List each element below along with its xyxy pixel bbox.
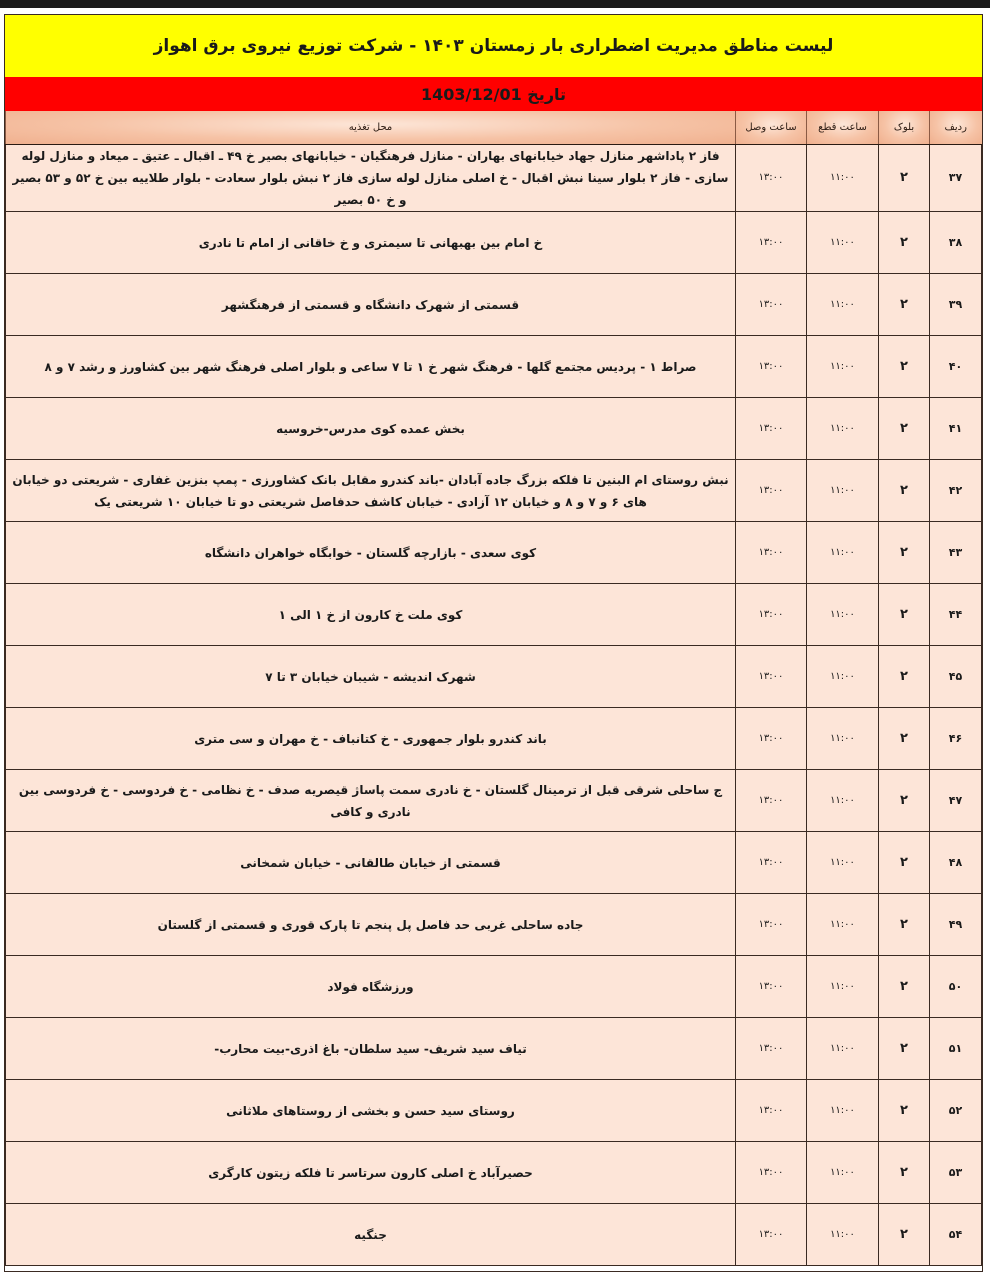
block-cell: ۲ bbox=[879, 274, 930, 336]
location-cell: جنگیه bbox=[6, 1204, 736, 1266]
on-time-cell: ۱۳:۰۰ bbox=[736, 398, 807, 460]
location-cell: کوی ملت خ کارون از خ ۱ الی ۱ bbox=[6, 584, 736, 646]
location-cell: کوی سعدی - بازارچه گلستان - خوابگاه خواهران دانشگاه bbox=[6, 522, 736, 584]
off-time-cell: ۱۱:۰۰ bbox=[807, 522, 879, 584]
header-row-number: ردیف bbox=[930, 111, 982, 145]
location-cell: نبش روستای ام البنین تا فلکه بزرگ جاده آبادان -باند کندرو مقابل بانک کشاورزی - پمپ بنزین غفاری - شریعتی دو خیابان های ۶ و ۷ و ۸ و خیابان ۱۲ آزادی - خیابان کاشف حدفاصل شریعتی دو تا خیابان ۱۰ شریعتی یک bbox=[6, 460, 736, 522]
table-row bbox=[6, 646, 982, 708]
block-cell: ۲ bbox=[879, 770, 930, 832]
block-cell: ۲ bbox=[879, 145, 930, 212]
outage-schedule-table bbox=[5, 111, 982, 1266]
row-number-cell: ۴۵ bbox=[930, 646, 982, 708]
table-row bbox=[6, 1080, 982, 1142]
location-cell: خ امام بین بهبهانی تا سیمتری و خ خاقانی از امام تا نادری bbox=[6, 212, 736, 274]
on-time-cell: ۱۳:۰۰ bbox=[736, 1142, 807, 1204]
on-time-cell: ۱۳:۰۰ bbox=[736, 145, 807, 212]
location-cell: حصیرآباد خ اصلی کارون سرتاسر تا فلکه زیتون کارگری bbox=[6, 1142, 736, 1204]
off-time-cell: ۱۱:۰۰ bbox=[807, 212, 879, 274]
location-cell: ورزشگاه فولاد bbox=[6, 956, 736, 1018]
on-time-cell: ۱۳:۰۰ bbox=[736, 956, 807, 1018]
location-cell: صراط ۱ - پردیس مجتمع گلها - فرهنگ شهر خ ۱ تا ۷ ساعی و بلوار اصلی فرهنگ شهر بین کشاورز و رشد ۷ و ۸ bbox=[6, 336, 736, 398]
table-row bbox=[6, 522, 982, 584]
on-time-cell: ۱۳:۰۰ bbox=[736, 770, 807, 832]
location-cell: ج ساحلی شرقی قبل از ترمینال گلستان - خ نادری سمت پاساژ قیصریه صدف - خ نظامی - خ فردوسی - خ فردوسی بین نادری و کافی bbox=[6, 770, 736, 832]
table-row bbox=[6, 584, 982, 646]
table-header-row bbox=[6, 111, 982, 145]
header-block: بلوک bbox=[879, 111, 930, 145]
on-time-cell: ۱۳:۰۰ bbox=[736, 274, 807, 336]
location-cell: تیاف سید شریف- سید سلطان- باغ اذری-بیت محارب- bbox=[6, 1018, 736, 1080]
block-cell: ۲ bbox=[879, 212, 930, 274]
block-cell: ۲ bbox=[879, 1080, 930, 1142]
block-cell: ۲ bbox=[879, 1142, 930, 1204]
off-time-cell: ۱۱:۰۰ bbox=[807, 584, 879, 646]
block-cell: ۲ bbox=[879, 1018, 930, 1080]
block-cell: ۲ bbox=[879, 894, 930, 956]
header-on-time: ساعت وصل bbox=[736, 111, 807, 145]
row-number-cell: ۳۹ bbox=[930, 274, 982, 336]
on-time-cell: ۱۳:۰۰ bbox=[736, 460, 807, 522]
row-number-cell: ۴۴ bbox=[930, 584, 982, 646]
block-cell: ۲ bbox=[879, 336, 930, 398]
off-time-cell: ۱۱:۰۰ bbox=[807, 398, 879, 460]
on-time-cell: ۱۳:۰۰ bbox=[736, 336, 807, 398]
off-time-cell: ۱۱:۰۰ bbox=[807, 336, 879, 398]
row-number-cell: ۴۷ bbox=[930, 770, 982, 832]
table-row bbox=[6, 1204, 982, 1266]
block-cell: ۲ bbox=[879, 646, 930, 708]
location-cell: فاز ۲ پاداشهر منازل جهاد خیابانهای بهاران - منازل فرهنگیان - خیابانهای بصیر خ ۴۹ ـ اقبال ـ عتیق ـ میعاد و منازل لوله سازی - فاز ۲ بلوار سینا نبش اقبال - خ اصلی منازل لوله سازی فاز ۲ نبش بلوار سعادت - بلوار طلاییه بین خ ۵۲ و ۵۳ بصیر و خ ۵۰ بصیر bbox=[6, 145, 736, 212]
document-sheet bbox=[0, 8, 990, 1280]
table-row bbox=[6, 336, 982, 398]
location-cell: بخش عمده کوی مدرس-خروسیه bbox=[6, 398, 736, 460]
block-cell: ۲ bbox=[879, 956, 930, 1018]
row-number-cell: ۳۸ bbox=[930, 212, 982, 274]
table-row bbox=[6, 212, 982, 274]
row-number-cell: ۴۹ bbox=[930, 894, 982, 956]
row-number-cell: ۵۴ bbox=[930, 1204, 982, 1266]
location-cell: روستای سید حسن و بخشی از روستاهای ملاثانی bbox=[6, 1080, 736, 1142]
row-number-cell: ۴۶ bbox=[930, 708, 982, 770]
off-time-cell: ۱۱:۰۰ bbox=[807, 646, 879, 708]
header-location: محل تغذیه bbox=[6, 111, 736, 145]
location-cell: شهرک اندیشه - شیبان خیابان ۳ تا ۷ bbox=[6, 646, 736, 708]
on-time-cell: ۱۳:۰۰ bbox=[736, 832, 807, 894]
row-number-cell: ۵۱ bbox=[930, 1018, 982, 1080]
location-cell: جاده ساحلی غربی حد فاصل پل پنجم تا پارک قوری و قسمتی از گلستان bbox=[6, 894, 736, 956]
date-banner: تاریخ 1403/12/01 bbox=[5, 77, 982, 112]
row-number-cell: ۴۲ bbox=[930, 460, 982, 522]
on-time-cell: ۱۳:۰۰ bbox=[736, 894, 807, 956]
location-cell: باند کندرو بلوار جمهوری - خ کتانباف - خ مهران و سی متری bbox=[6, 708, 736, 770]
off-time-cell: ۱۱:۰۰ bbox=[807, 1204, 879, 1266]
row-number-cell: ۳۷ bbox=[930, 145, 982, 212]
table-row bbox=[6, 770, 982, 832]
on-time-cell: ۱۳:۰۰ bbox=[736, 212, 807, 274]
block-cell: ۲ bbox=[879, 522, 930, 584]
row-number-cell: ۴۳ bbox=[930, 522, 982, 584]
row-number-cell: ۴۸ bbox=[930, 832, 982, 894]
off-time-cell: ۱۱:۰۰ bbox=[807, 1080, 879, 1142]
block-cell: ۲ bbox=[879, 460, 930, 522]
table-row bbox=[6, 1018, 982, 1080]
off-time-cell: ۱۱:۰۰ bbox=[807, 832, 879, 894]
off-time-cell: ۱۱:۰۰ bbox=[807, 770, 879, 832]
on-time-cell: ۱۳:۰۰ bbox=[736, 646, 807, 708]
table-row bbox=[6, 460, 982, 522]
table-row bbox=[6, 398, 982, 460]
on-time-cell: ۱۳:۰۰ bbox=[736, 522, 807, 584]
row-number-cell: ۵۲ bbox=[930, 1080, 982, 1142]
on-time-cell: ۱۳:۰۰ bbox=[736, 1018, 807, 1080]
block-cell: ۲ bbox=[879, 832, 930, 894]
row-number-cell: ۴۰ bbox=[930, 336, 982, 398]
block-cell: ۲ bbox=[879, 584, 930, 646]
row-number-cell: ۴۱ bbox=[930, 398, 982, 460]
off-time-cell: ۱۱:۰۰ bbox=[807, 1142, 879, 1204]
table-row bbox=[6, 1142, 982, 1204]
off-time-cell: ۱۱:۰۰ bbox=[807, 145, 879, 212]
table-row bbox=[6, 145, 982, 212]
off-time-cell: ۱۱:۰۰ bbox=[807, 956, 879, 1018]
location-cell: قسمتی از خیابان طالقانی - خیابان شمخانی bbox=[6, 832, 736, 894]
location-cell: قسمتی از شهرک دانشگاه و قسمتی از فرهنگشهر bbox=[6, 274, 736, 336]
off-time-cell: ۱۱:۰۰ bbox=[807, 460, 879, 522]
off-time-cell: ۱۱:۰۰ bbox=[807, 708, 879, 770]
on-time-cell: ۱۳:۰۰ bbox=[736, 1080, 807, 1142]
table-row bbox=[6, 832, 982, 894]
on-time-cell: ۱۳:۰۰ bbox=[736, 1204, 807, 1266]
block-cell: ۲ bbox=[879, 708, 930, 770]
off-time-cell: ۱۱:۰۰ bbox=[807, 274, 879, 336]
header-off-time: ساعت قطع bbox=[807, 111, 879, 145]
row-number-cell: ۵۰ bbox=[930, 956, 982, 1018]
block-cell: ۲ bbox=[879, 398, 930, 460]
block-cell: ۲ bbox=[879, 1204, 930, 1266]
table-row bbox=[6, 956, 982, 1018]
off-time-cell: ۱۱:۰۰ bbox=[807, 1018, 879, 1080]
document-title: لیست مناطق مدیریت اضطراری بار زمستان ۱۴۰۳ - شرکت توزیع نیروی برق اهواز bbox=[5, 15, 982, 77]
table-row bbox=[6, 274, 982, 336]
table-row bbox=[6, 708, 982, 770]
row-number-cell: ۵۳ bbox=[930, 1142, 982, 1204]
on-time-cell: ۱۳:۰۰ bbox=[736, 584, 807, 646]
off-time-cell: ۱۱:۰۰ bbox=[807, 894, 879, 956]
table-row bbox=[6, 894, 982, 956]
schedule-frame bbox=[4, 14, 983, 1272]
on-time-cell: ۱۳:۰۰ bbox=[736, 708, 807, 770]
